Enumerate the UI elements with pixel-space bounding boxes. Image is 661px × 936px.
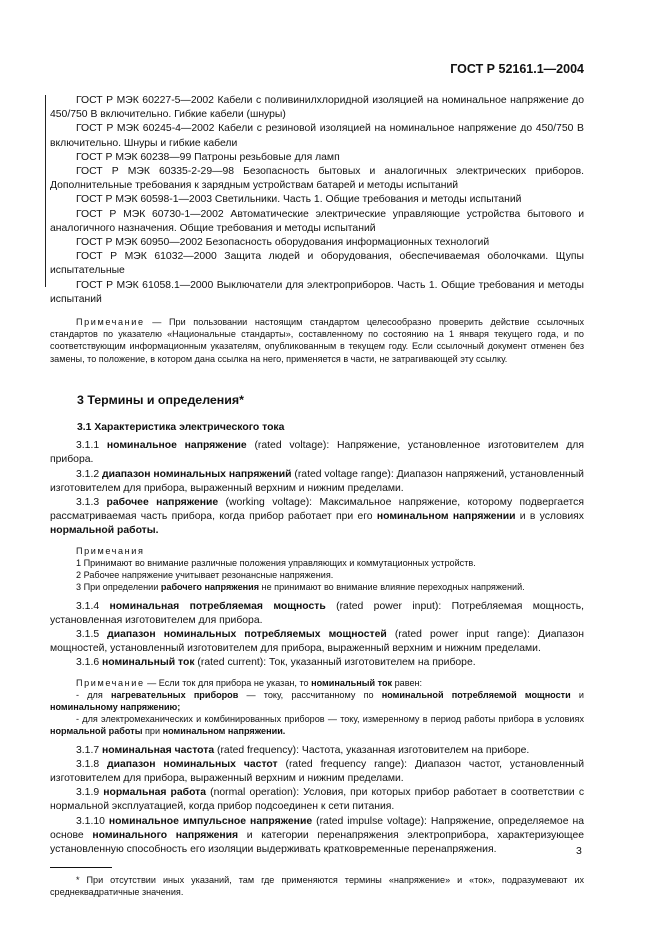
notes-label: Примечания xyxy=(76,545,145,556)
term-title: диапазон номинальных напряжений xyxy=(102,468,292,480)
page-body xyxy=(50,94,584,899)
reference-note xyxy=(50,316,584,365)
note-item: 2 Рабочее напряжение учитывает резонансные напряжения. xyxy=(76,570,334,581)
footnote-divider xyxy=(50,867,112,868)
term-3-1-8: 3.1.8 диапазон номинальных частот (rated frequency range): Диапазон частот, установленный изготовителем для прибора, выраженный верхним и нижним пределами. xyxy=(50,758,585,784)
reference-item: ГОСТ Р МЭК 60227-5—2002 Кабели с поливинилхлоридной изоляцией на номинальное напряжение до 450/750 В включительно. Гибкие кабели (шнуры) xyxy=(50,95,584,121)
term-title: номинальная частота xyxy=(102,744,215,756)
reference-item: ГОСТ Р МЭК 60598-1—2003 Светильники. Часть 1. Общие требования и методы испытаний xyxy=(76,194,522,206)
term-title: нормальная работа xyxy=(103,787,207,799)
document-header: ГОСТ Р 52161.1—2004 xyxy=(450,62,584,76)
term-3-1-2: 3.1.2 диапазон номинальных напряжений (rated voltage range): Диапазон напряжений, установленный изготовителем для прибора, выраженный верхним и нижним пределами. xyxy=(50,468,584,494)
term-title: номинальное напряжение xyxy=(106,440,247,452)
term-title: номинальный ток xyxy=(102,657,195,669)
reference-item: ГОСТ Р МЭК 60245-4—2002 Кабели с резиновой изоляцией на номинальное напряжение до 450/750 В включительно. Шнуры и гибкие кабели xyxy=(50,123,584,149)
section-heading: 3 Термины и определения* xyxy=(77,392,244,407)
reference-item: ГОСТ Р МЭК 60950—2002 Безопасность оборудования информационных технологий xyxy=(76,237,490,249)
reference-item: ГОСТ Р МЭК 61058.1—2000 Выключатели для электроприборов. Часть 1. Общие требования и методы испытаний xyxy=(50,279,584,305)
reference-item: ГОСТ Р МЭК 60335-2-29—98 Безопасность бытовых и аналогичных электрических приборов. Дополнительные требования к зарядным устройствам батарей и методы испытаний xyxy=(50,166,584,192)
note-item: 3 При определении рабочего напряжения не принимают во внимание влияние переходных напряжений. xyxy=(76,582,525,593)
term-3-1-9: 3.1.9 нормальная работа (normal operation): Условия, при которых прибор работает в соответствии с нормальной эксплуатацией, когда прибор подсоединен к сети питания. xyxy=(50,787,585,813)
reference-item: ГОСТ Р МЭК 60238—99 Патроны резьбовые для ламп xyxy=(76,151,340,163)
term-3-1-5: 3.1.5 диапазон номинальных потребляемых мощностей (rated power input range): Диапазон мощностей, установленный изготовителем для прибора, выраженный верхним и нижним пределами. xyxy=(50,628,585,655)
term-title: номинальная потребляемая мощность xyxy=(109,600,326,612)
term-3-1-10: 3.1.10 номинальное импульсное напряжение (rated impulse voltage): Напряжение, определяемое на основе номинального напряжения и категории перенапряжения электроприбора, характеризующее установленную способность его изоляции выдерживать кратковременные перенапряжения. xyxy=(50,815,584,855)
term-title: диапазон номинальных частот xyxy=(107,758,278,770)
note-item: 1 Принимают во внимание различные положения управляющих и коммутационных устройств. xyxy=(76,557,476,568)
footnote: * При отсутствии иных указаний, там где применяются термины «напряжение» и «ток», подразумевают их среднеквадратичные значения. xyxy=(50,875,584,898)
term-3-1-6: 3.1.6 номинальный ток (rated current): Ток, указанный изготовителем на приборе. xyxy=(76,657,476,669)
notes-block xyxy=(50,545,584,594)
term-title: диапазон номинальных потребляемых мощностей xyxy=(107,628,387,640)
change-bar xyxy=(45,95,46,287)
term-3-1-3: 3.1.3 рабочее напряжение (working voltage): Максимальное напряжение, которому подвергается рассматриваемая часть прибора, когда прибор работает при его номинальном напряжении и в условиях нормальной работы. xyxy=(50,497,585,537)
term-3-1-7: 3.1.7 номинальная частота (rated frequency): Частота, указанная изготовителем на приборе. xyxy=(76,744,530,756)
note-text: — При пользовании настоящим стандартом целесообразно проверить действие ссылочных стандартов по указателю «Национальные стандарты», составленному по состоянию на 1 января текущего года, и по соответствующим информационным указателям, опубликованным в текущем году. Если ссылочный документ отменен без замены, то положение, в котором дана ссылка на него, применяется в части, не затрагивающей эту ссылку. xyxy=(50,317,584,364)
reference-list xyxy=(50,94,584,307)
note-label: Примечание xyxy=(76,317,145,328)
page-number: 3 xyxy=(576,845,582,857)
term-title: номинальное импульсное напряжение xyxy=(108,815,313,827)
term-3-1-4: 3.1.4 номинальная потребляемая мощность (rated power input): Потребляемая мощность, установленная изготовителем для прибора. xyxy=(50,600,584,626)
reference-item: ГОСТ Р МЭК 60730-1—2002 Автоматические электрические управляющие устройства бытового и аналогичного назначения. Общие требования и методы испытаний xyxy=(50,208,584,234)
current-note: Примечание — Если ток для прибора не указан, то номинальный ток равен: - для нагревательных приборов — току, рассчитанному по номинальной потребляемой мощности и номинальному напряжению; - для электромеханических и комбинированных приборов — току, измеренному в период работы прибора в условиях нормальной работы при номинальном напряжении. xyxy=(50,677,584,737)
reference-item: ГОСТ Р МЭК 61032—2000 Защита людей и оборудования, обеспечиваемая оболочками. Щупы испытательные xyxy=(50,251,584,277)
term-3-1-1: 3.1.1 номинальное напряжение (rated voltage): Напряжение, установленное изготовителем для прибора. xyxy=(50,440,585,466)
subsection-heading: 3.1 Характеристика электрического тока xyxy=(77,422,285,434)
term-title: рабочее напряжение xyxy=(106,497,219,509)
